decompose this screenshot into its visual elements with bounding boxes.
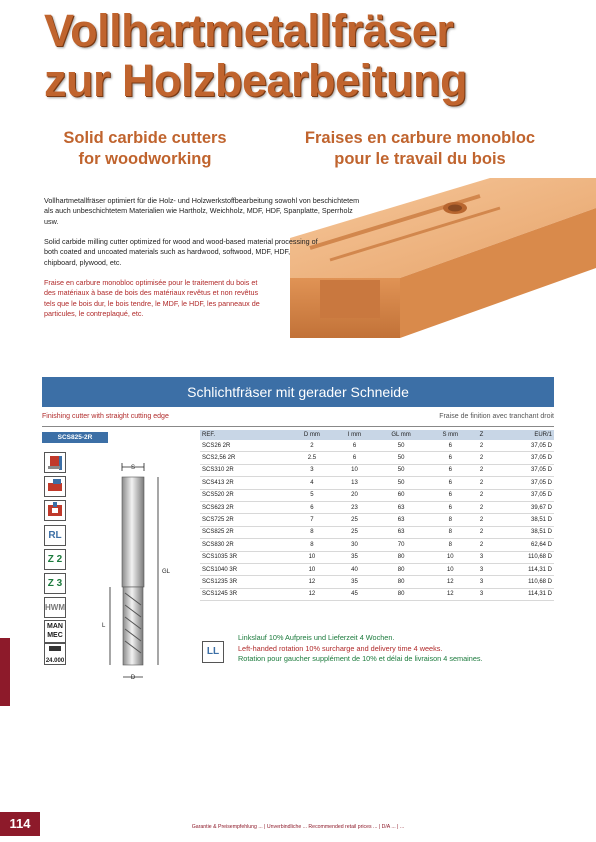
table-cell: 6 [428, 489, 473, 501]
dim-gl-label: GL [162, 569, 171, 575]
page-title [44, 6, 467, 106]
table-cell: SCS830 2R [200, 539, 289, 551]
table-row [200, 526, 554, 538]
table-cell: 13 [335, 477, 375, 489]
plunge-icon [44, 476, 66, 497]
table-cell: 45 [335, 588, 375, 600]
rpm-icon [44, 643, 66, 665]
table-cell: 37,05 D [490, 452, 554, 464]
table-cell: 62,64 D [490, 539, 554, 551]
table-cell: 2.5 [289, 452, 335, 464]
table-cell: 2 [473, 464, 491, 476]
table-cell: 80 [374, 551, 428, 563]
dim-d-label: D [130, 675, 136, 681]
intro-fr: Fraise en carbure monobloc optimisée pour le traitement du bois et des matériaux à base de bois des matériaux revêtus et non revêtus tels que le bois dur, le bois tendre, le MDF, le HDF, les panneaux de particules, le contreplaqué, etc. [44, 278, 260, 319]
table-cell: SCS1040 3R [200, 563, 289, 575]
table-cell: 2 [473, 452, 491, 464]
table-cell: 6 [428, 452, 473, 464]
table-cell: 2 [473, 440, 491, 452]
dim-l-label: L [102, 623, 106, 629]
table-cell: 2 [473, 501, 491, 513]
product-code-badge: SCS825-2R [42, 432, 108, 443]
table-cell: SCS26 2R [200, 440, 289, 452]
table-cell: 110,68 D [490, 576, 554, 588]
note-de: Linkslauf 10% Aufpreis und Lieferzeit 4 Wochen. [238, 633, 395, 642]
table-row [200, 464, 554, 476]
table-cell: SCS310 2R [200, 464, 289, 476]
table-cell: 12 [289, 588, 335, 600]
rpm-label: 24.000 [45, 658, 65, 664]
subline-en: Finishing cutter with straight cutting edge [42, 413, 169, 420]
section-subline [42, 410, 554, 427]
table-cell: 70 [374, 539, 428, 551]
table-cell: 7 [289, 514, 335, 526]
column-header: GL mm [374, 430, 428, 440]
table-cell: SCS2,56 2R [200, 452, 289, 464]
footer-note: Garantie & Preisempfehlung ... | Unverbindliche ... Recommended retail prices ... | D/A ... | ... [191, 824, 405, 830]
table-cell: 6 [428, 464, 473, 476]
table-cell: 63 [374, 526, 428, 538]
table-cell: 12 [289, 576, 335, 588]
table-row [200, 477, 554, 489]
table-cell: 8 [428, 514, 473, 526]
table-cell: 25 [335, 526, 375, 538]
table-cell: 10 [428, 551, 473, 563]
table-cell: 4 [289, 477, 335, 489]
table-cell: 30 [335, 539, 375, 551]
table-cell: 25 [335, 514, 375, 526]
table-cell: 35 [335, 576, 375, 588]
table-cell: SCS413 2R [200, 477, 289, 489]
table-cell: 35 [335, 551, 375, 563]
table-cell: 50 [374, 477, 428, 489]
table-cell: 12 [428, 576, 473, 588]
table-body [200, 440, 554, 601]
table-row [200, 551, 554, 563]
table-row [200, 514, 554, 526]
table-cell: 37,05 D [490, 464, 554, 476]
table-cell: 3 [473, 551, 491, 563]
table-cell: 2 [473, 514, 491, 526]
table-cell: 2 [289, 440, 335, 452]
table-row [200, 576, 554, 588]
subtitle-fr-line-1: Fraises en carbure monobloc [304, 129, 536, 147]
table-cell: 50 [374, 464, 428, 476]
table-cell: 80 [374, 563, 428, 575]
table-cell: 50 [374, 452, 428, 464]
table-row [200, 452, 554, 464]
table-cell: 38,51 D [490, 514, 554, 526]
column-header: Z [473, 430, 491, 440]
table-cell: 50 [374, 440, 428, 452]
column-header: EUR/1 [490, 430, 554, 440]
table-cell: 80 [374, 588, 428, 600]
column-header: REF. [200, 430, 289, 440]
left-hand-notes [238, 633, 483, 665]
subtitle-en-line-2: for woodworking [78, 150, 212, 168]
table-cell: SCS623 2R [200, 501, 289, 513]
table-cell: 2 [473, 539, 491, 551]
intro-en: Solid carbide milling cutter optimized for wood and wood-based material processing of both coated and uncoated materials such as hardwood, softwood, MDF, HDF, chipboard, plywood, etc. [44, 237, 318, 267]
subtitle-fr [282, 128, 558, 170]
ll-rotation-icon: LL [202, 641, 224, 663]
dim-s-label: S [130, 465, 136, 471]
table-cell: 6 [428, 440, 473, 452]
table-cell: 3 [289, 464, 335, 476]
table-cell: 2 [473, 489, 491, 501]
table-cell: 3 [473, 588, 491, 600]
profile-icon [44, 500, 66, 521]
table-cell: 2 [473, 526, 491, 538]
table-cell: 3 [473, 576, 491, 588]
table-cell: 60 [374, 489, 428, 501]
note-en: Left-handed rotation 10% surcharge and delivery time 4 weeks. [238, 643, 443, 653]
table-cell: 38,51 D [490, 526, 554, 538]
table-header-row [200, 430, 554, 440]
table-row [200, 489, 554, 501]
hwm-material-icon: HWM [44, 597, 66, 618]
table-cell: 20 [335, 489, 375, 501]
page-number: 114 [0, 812, 40, 836]
intro-de: Vollhartmetallfräser optimiert für die Holz- und Holzwerkstoffbearbeitung sowohl von beschichtetem als auch unbeschichtetem Materialien wie Hartholz, Weichholz, MDF, HDF, Spanplatte, Sperrholz usw. [44, 196, 360, 226]
table-cell: SCS1035 3R [200, 551, 289, 563]
spec-table [200, 430, 554, 601]
table-cell: SCS1245 3R [200, 588, 289, 600]
column-header: I mm [335, 430, 375, 440]
table-cell: 5 [289, 489, 335, 501]
table-cell: 114,31 D [490, 588, 554, 600]
table-cell: 6 [335, 452, 375, 464]
table-cell: 114,31 D [490, 563, 554, 575]
rl-rotation-icon: RL [44, 525, 66, 546]
wood-profile-illustration [280, 168, 596, 348]
table-cell: 40 [335, 563, 375, 575]
table-row [200, 501, 554, 513]
z3-flutes-icon: Z 3 [44, 573, 66, 594]
table-cell: 63 [374, 514, 428, 526]
man-label: MAN [47, 623, 63, 630]
man-mec-icon [44, 620, 66, 643]
table-cell: 80 [374, 576, 428, 588]
drill-down-icon [44, 452, 66, 473]
table-cell: SCS1235 3R [200, 576, 289, 588]
table-cell: 10 [289, 563, 335, 575]
column-header: D mm [289, 430, 335, 440]
column-header: S mm [428, 430, 473, 440]
subline-fr: Fraise de finition avec tranchant droit [439, 413, 554, 420]
table-cell: 8 [428, 539, 473, 551]
z2-flutes-icon: Z 2 [44, 549, 66, 570]
table-row [200, 440, 554, 452]
table-cell: 110,68 D [490, 551, 554, 563]
table-cell: 6 [428, 501, 473, 513]
table-row [200, 539, 554, 551]
table-cell: 37,05 D [490, 489, 554, 501]
subtitle-fr-line-2: pour le travail du bois [334, 150, 506, 168]
table-cell: 63 [374, 501, 428, 513]
table-cell: 6 [428, 477, 473, 489]
table-cell: 37,05 D [490, 477, 554, 489]
title-line-2: zur Holzbearbeitung [44, 55, 468, 106]
section-banner: Schlichtfräser mit gerader Schneide [42, 377, 554, 407]
table-cell: SCS825 2R [200, 526, 289, 538]
chapter-side-tab [0, 638, 10, 706]
table-cell: 8 [289, 539, 335, 551]
table-cell: SCS725 2R [200, 514, 289, 526]
table-cell: 6 [289, 501, 335, 513]
table-cell: 12 [428, 588, 473, 600]
table-cell: 2 [473, 477, 491, 489]
table-cell: 8 [289, 526, 335, 538]
table-cell: 39,67 D [490, 501, 554, 513]
table-cell: 8 [428, 526, 473, 538]
table-cell: 37,05 D [490, 440, 554, 452]
mec-label: MEC [47, 632, 63, 639]
table-cell: SCS520 2R [200, 489, 289, 501]
table-cell: 23 [335, 501, 375, 513]
table-cell: 10 [428, 563, 473, 575]
cutter-drawing [98, 455, 188, 687]
table-row [200, 563, 554, 575]
table-cell: 10 [289, 551, 335, 563]
title-line-1: Vollhartmetallfräser [44, 5, 454, 56]
table-cell: 10 [335, 464, 375, 476]
subtitle-en-line-1: Solid carbide cutters [63, 129, 227, 147]
table-cell: 6 [335, 440, 375, 452]
table-cell: 3 [473, 563, 491, 575]
subtitle-en [40, 128, 250, 170]
table-row [200, 588, 554, 600]
note-fr: Rotation pour gaucher supplément de 10% et délai de livraison 4 semaines. [238, 654, 483, 663]
